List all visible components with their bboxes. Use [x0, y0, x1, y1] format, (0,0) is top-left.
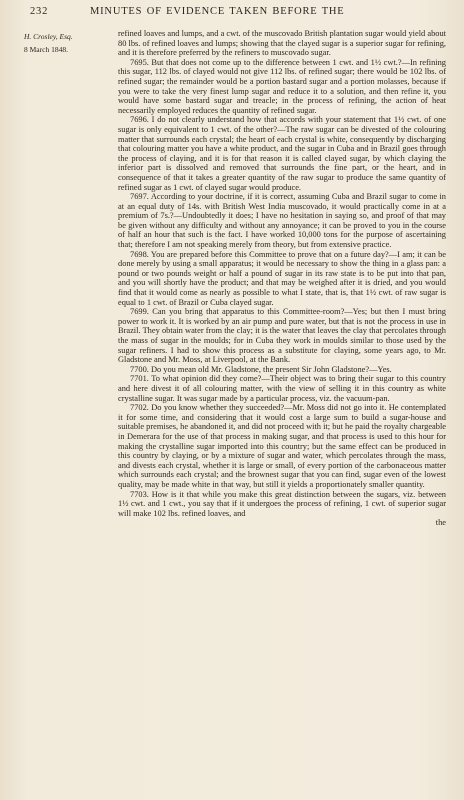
- catchword: the: [435, 518, 446, 528]
- paragraph: 7699. Can you bring that apparatus to this Committee-room?—Yes; but then I must bring power to work it. It is worked by an air pump and pure water, but that is not the process in use in Brazil. They obtain water from the clay; it is the water that leaves the clay that percolates through the mass of sugar in the moulds; for in Cuba they work in moulds similar to those used by the sugar refiners. I had to show this process as a substitute for claying, some years ago, to Mr. Gladstone and Mr. Moss, at Liverpool, at the Bank.: [118, 307, 446, 365]
- paragraph: 7698. You are prepared before this Committee to prove that on a future day?—I am; it can be done merely by using a small apparatus; it would be necessary to show the thing in a glass pan: a pound or two pounds weight or half a pound of sugar in its raw state is to be put into that pan, and you will shortly have the product; and that may be weighed after it is dried, and you would find that it would come as nearly as possible to what I state, that is, that 1½ cwt. of raw sugar is equal to 1 cwt. of Brazil or Cuba clayed sugar.: [118, 249, 446, 307]
- body-text: [118, 29, 446, 528]
- paragraph: 7697. According to your doctrine, if it is correct, assuming Cuba and Brazil sugar to come in at an equal duty of 14s. with British West India muscovado, it would practically come in at a premium of 7s.?—Undoubtedly it does; I have no hesitation in saying so, and proof of that may be given without any difficulty and without any annoyance; it can be proved to you in the course of half an hour that such is the fact. I have worked 10,000 tons for the purpose of ascertaining that; therefore I am not speaking merely from theory, but from extensive practice.: [118, 192, 446, 250]
- paragraph: 7696. I do not clearly understand how that accords with your statement that 1½ cwt. of one sugar is only equivalent to 1 cwt. of the other?—The raw sugar can be divested of the colouring matter that surrounds each crystal; the heart of each crystal is white, consequently by discharging that colouring matter you have a white product, and the sugar in Cuba and in Brazil goes through the process of claying, and it is for that reason it is called clayed sugar, by which claying the inferior part is dissolved and removed that surrounds the fine part, or the heart, and in consequence of that it takes a greater quantity of the raw sugar to produce the same quantity of refined sugar as 1 cwt. of clayed sugar would produce.: [118, 115, 446, 192]
- paragraph: 7700. Do you mean old Mr. Gladstone, the present Sir John Gladstone?—Yes.: [130, 364, 392, 374]
- running-title: MINUTES OF EVIDENCE TAKEN BEFORE THE: [90, 6, 345, 17]
- margin-notes: [24, 30, 110, 56]
- paragraph: 7703. How is it that while you make this great distinction between the sugars, viz. between 1½ cwt. and 1 cwt., you say that if it undergoes the process of refining, 1 cwt. of superior sugar will make 102 lbs. refined loaves, and: [118, 489, 446, 518]
- paragraph: 7695. But that does not come up to the difference between 1 cwt. and 1½ cwt.?—In refining this sugar, 112 lbs. of clayed would not give 112 lbs. of refined sugar; there would be 102 lbs. of refined sugar; the remainder would be a portion bastard sugar and a portion molasses, because if you were to take the very finest lump sugar and reduce it to a solution, and then refine it, you would have some bastard sugar and treacle; in the process of refining, the action of heat necessarily employed reduces the quantity of refined sugar.: [118, 57, 446, 115]
- page-number: 232: [30, 6, 49, 17]
- evidence-date: 8 March 1848.: [24, 45, 68, 54]
- witness-name: H. Crosley, Esq.: [24, 32, 73, 41]
- paragraph: 7702. Do you know whether they succeeded?—Mr. Moss did not go into it. He contemplated it for some time, and considering that it would cost a large sum to build a sugar-house and suitable premises, he abandoned it, and did not proceed with it; but he paid the royalty chargeable in Demerara for the use of that process in making sugar, and that process is used to this hour for making the crystalline sugar imported into this country; but the same effect can be produced in this country by claying, or by a mixture of sugar and water, which percolates through the mass, and divests each crystal, whether it is large or small, of every portion of the carbonaceous matter which surrounds each crystal; and the brownest sugar that you can find, sugar even of the lowest quality, may be made white in that way, but still it yields a proportionately smaller quantity.: [118, 403, 446, 489]
- paragraph: 7701. To what opinion did they come?—Their object was to bring their sugar to this country and here divest it of all colouring matter, with the view of selling it in this country as white crystalline sugar. It was sugar made by a particular process, viz. the vacuum-pan.: [118, 374, 446, 403]
- paragraph: refined loaves and lumps, and a cwt. of the muscovado British plantation sugar would yield about 80 lbs. of refined loaves and lumps; showing that the clayed sugar is a superior sugar for refining, and it is therefore preferred by the refiners to muscovado sugar.: [118, 29, 446, 58]
